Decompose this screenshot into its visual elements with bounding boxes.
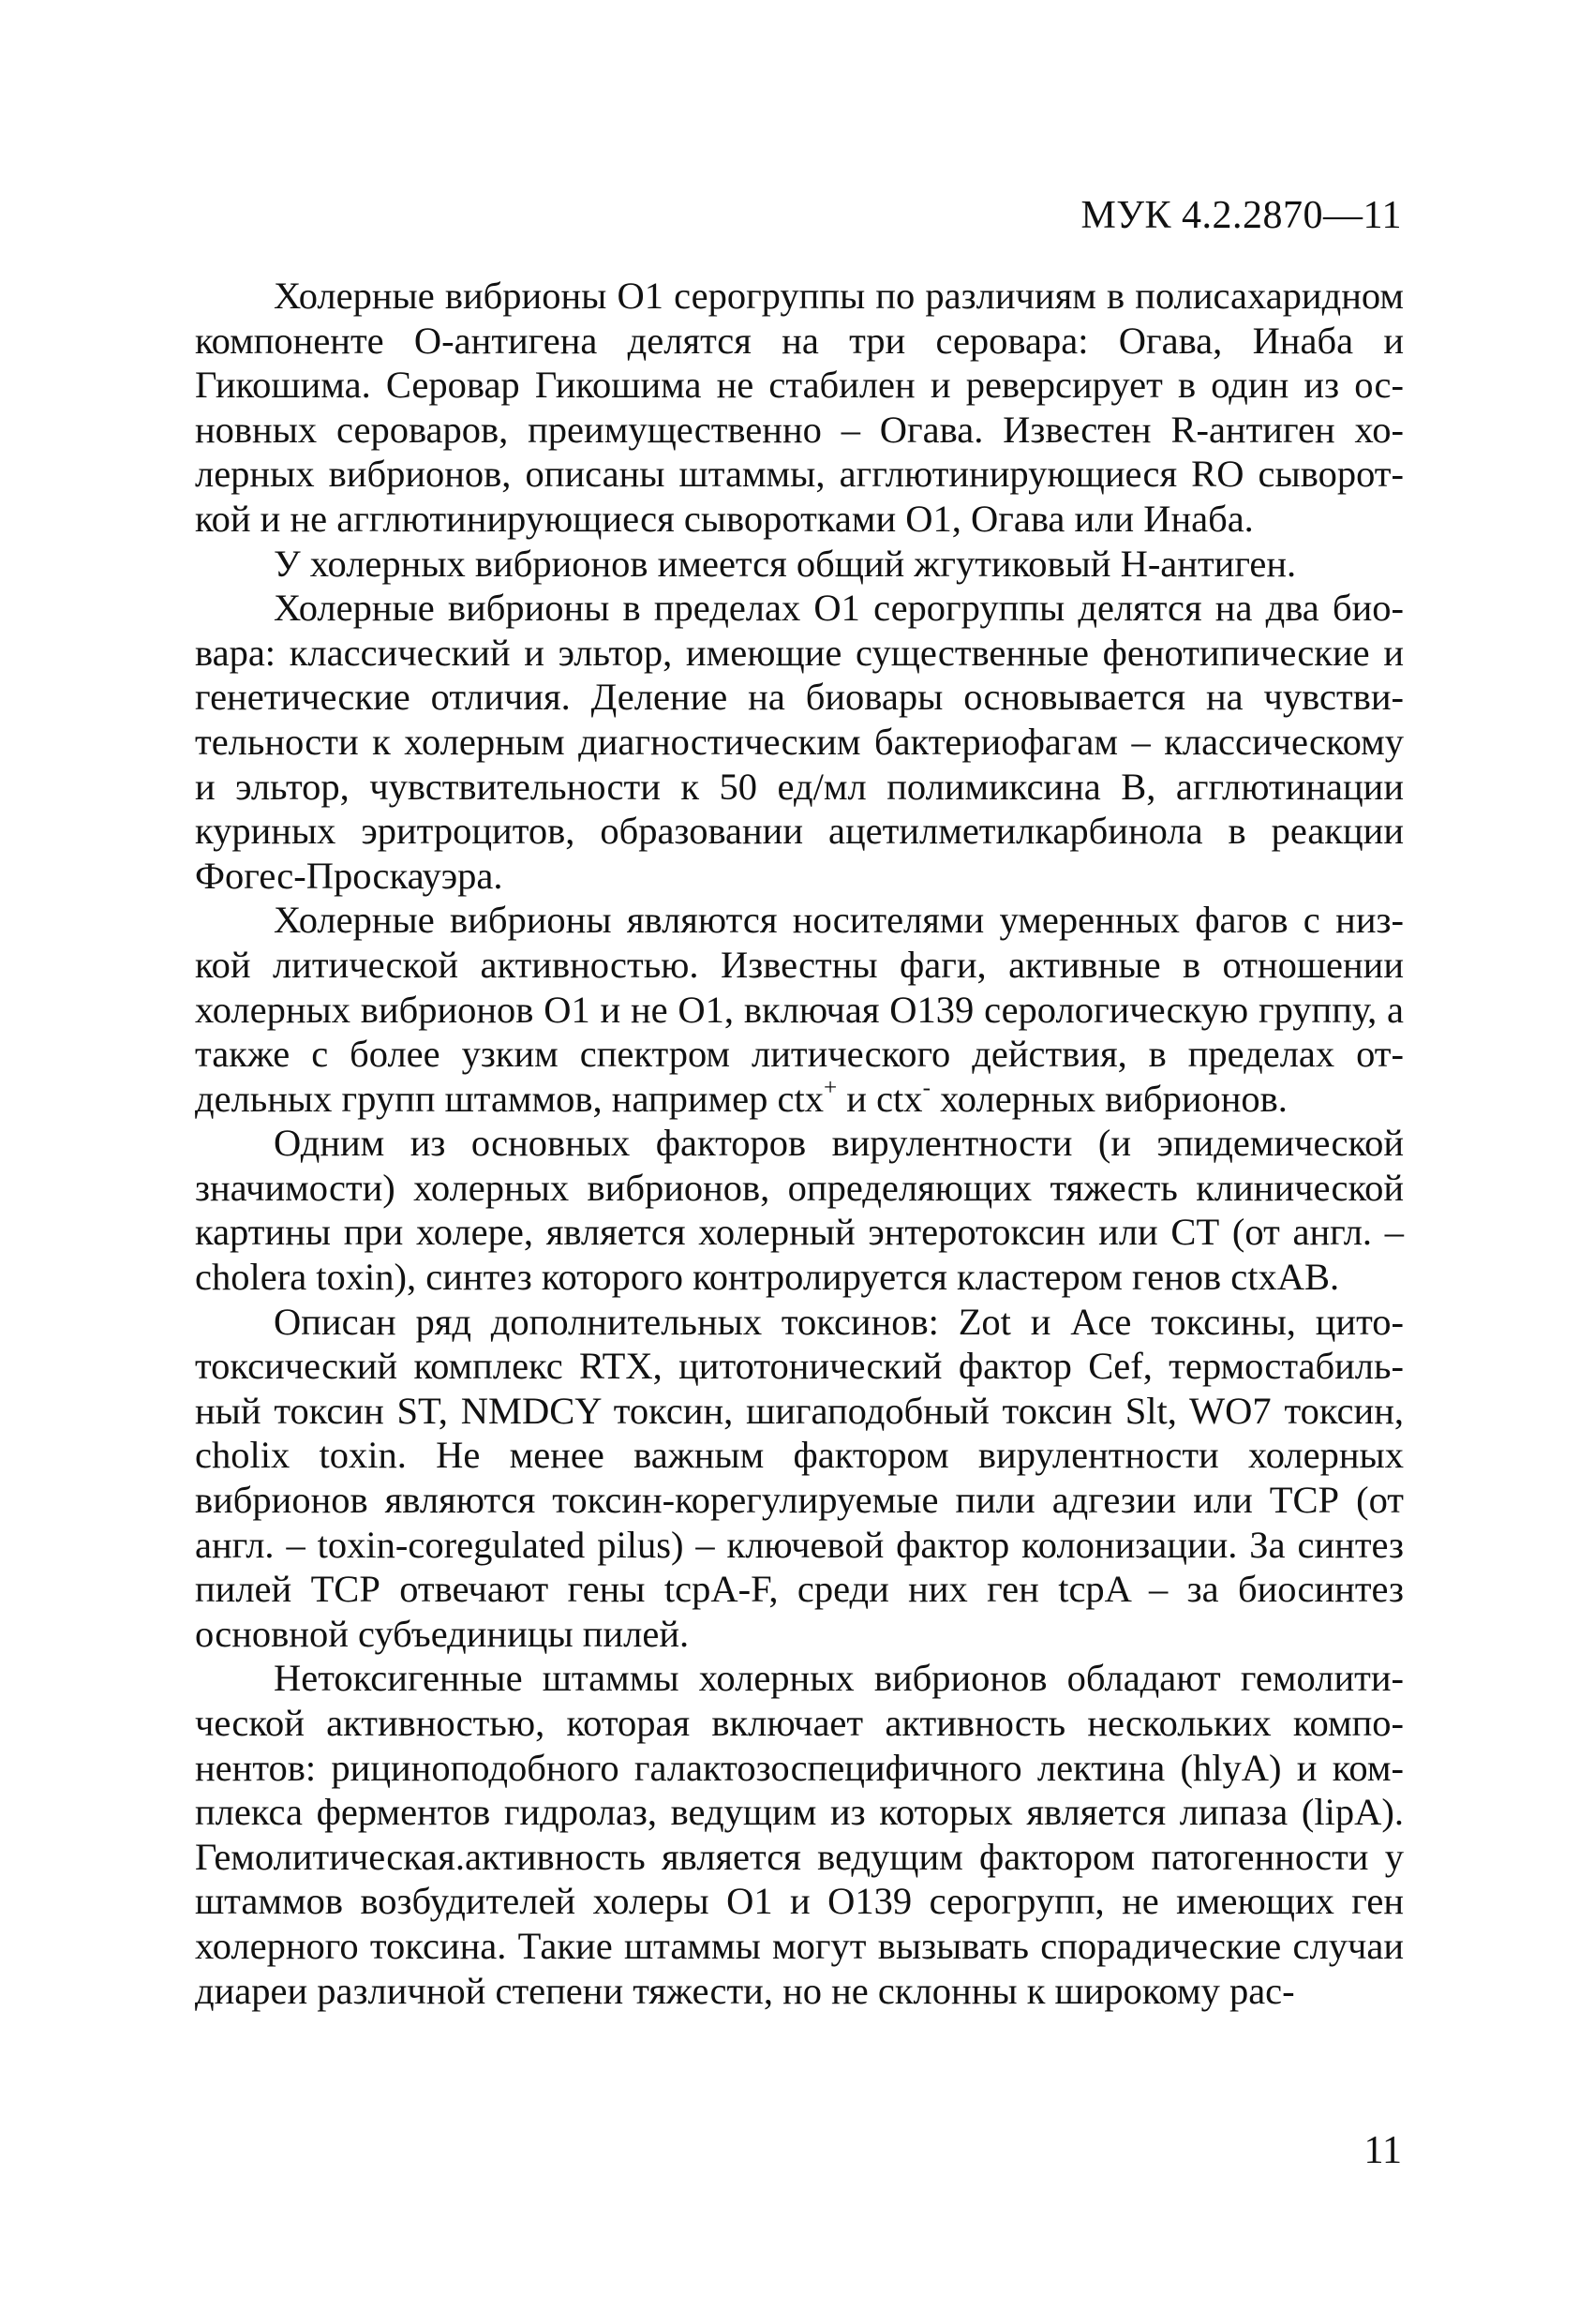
phages-text-before: Холерные вибрионы являются носителями умеренных фагов с низкой литической активностью. Известны фаги, активные в отношении холерных вибрионов О1 и не О1, включая О139 серологическую группу, а также с более узким спектром литического действия, в пределах отдельных групп штаммов, например ctx [195,899,1404,1120]
body-text [195,274,1404,2013]
document-code-header: МУК 4.2.2870—11 [1080,194,1402,237]
paragraph-additional-toxins: Описан ряд дополнительных токсинов: Zot и Ace токсины, цитотоксический комплекс RTX, цитотонический фактор Cef, термостабильный токсин ST, NMDCY токсин, шигаподобный токсин Slt, WO7 токсин, cholix toxin. Не менее важным фактором вирулентности холерных вибрионов являются токсин-корегулируемые пили адгезии или ТСР (от англ. – toxin-coregulated pilus) – ключевой фактор колонизации. За синтез пилей ТСР отвечают гены tcpA-F, среди них ген tcpA – за биосинтез основной субъединицы пилей. [195,1300,1404,1655]
paragraph-h-antigen: У холерных вибрионов имеется общий жгутиковый Н-антиген. [274,542,1297,585]
paragraph-biovars: Холерные вибрионы в пределах О1 серогруппы делятся на два биовара: классический и эльтор, имеющие существенные фенотипические и генетические отличия. Деление на биовары основывается на чувствительности к холерным диагностическим бактериофагам – классическому и эльтор, чувствительности к 50 ед/мл полимиксина В, агглютинации куриных эритроцитов, образовании ацетилметилкарбинола в реакции Фогес-Проскауэра. [195,587,1404,897]
ctx-minus-superscript: - [922,1075,931,1101]
phages-text-after: холерных вибрионов. [930,1077,1288,1120]
phages-text-middle: и ctx [837,1077,923,1120]
paragraph-serovars: Холерные вибрионы О1 серогруппы по различиям в полисахаридном компоненте О-антигена делятся на три серовара: Огава, Инаба и Гикошима. Серовар Гикошима не стабилен и реверсирует в один из основных сероваров, преимущественно – Огава. Известен R-антиген холерных вибрионов, описаны штаммы, агглютинирующиеся RO сывороткой и не агглютинирующиеся сыворотками О1, Огава или Инаба. [195,275,1404,540]
page-number: 11 [1363,2129,1402,2172]
paragraph-nontoxigenic-strains: Нетоксигенные штаммы холерных вибрионов обладают гемолитической активностью, которая включает активность нескольких компонентов: рициноподобного галактозоспецифичного лектина (hlyA) и комплекса ферментов гидролаз, ведущим из которых является липаза (lipA). Гемолитическая.активность является ведущим фактором патогенности у штаммов возбудителей холеры О1 и О139 серогрупп, не имеющих ген холерного токсина. Такие штаммы могут вызывать спорадические случаи диареи различной степени тяжести, но не склонны к широкому рас- [195,1657,1404,2012]
paragraph-phages [195,898,1404,1121]
ctx-plus-superscript: + [823,1075,838,1101]
paragraph-cholera-toxin: Одним из основных факторов вирулентности (и эпидемической значимости) холерных вибрионов, определяющих тяжесть клинической картины при холере, является холерный энтеротоксин или СТ (от англ. – cholera toxin), синтез которого контролируется кластером генов ctxAB. [195,1122,1404,1299]
